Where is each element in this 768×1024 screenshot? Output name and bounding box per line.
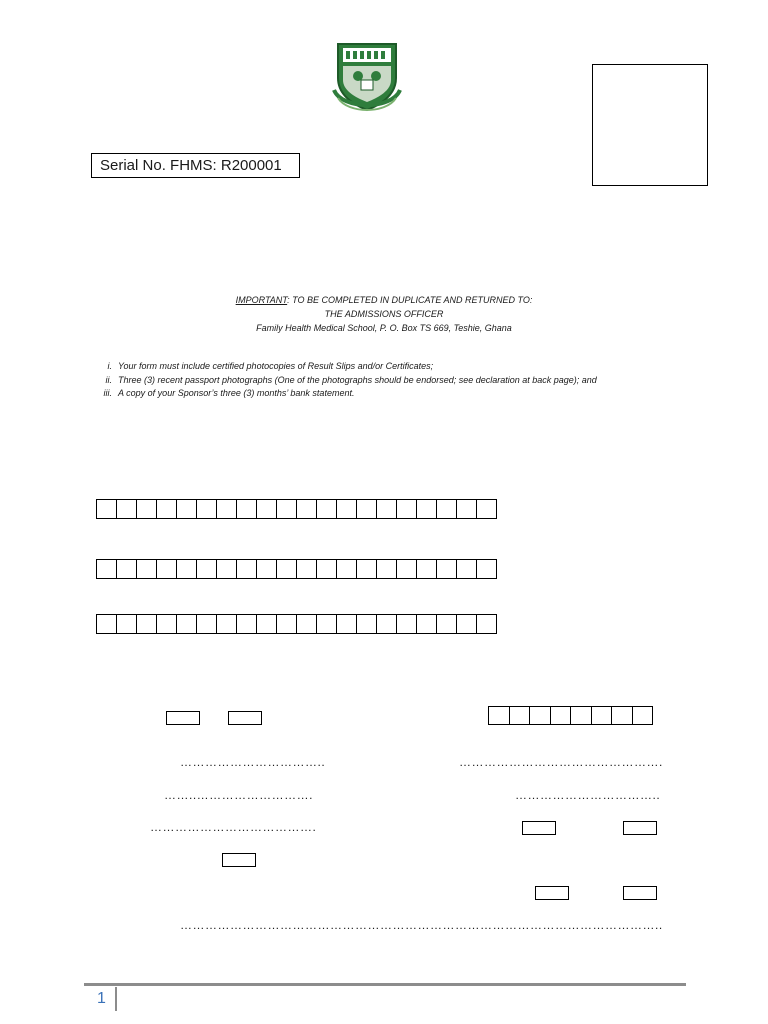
- char-box[interactable]: [137, 559, 157, 579]
- char-box[interactable]: [377, 559, 397, 579]
- char-box[interactable]: [612, 706, 633, 725]
- char-box[interactable]: [571, 706, 592, 725]
- char-box[interactable]: [477, 614, 497, 634]
- name-char-grid-1[interactable]: [96, 499, 497, 519]
- admissions-officer-line: THE ADMISSIONS OFFICER: [324, 309, 444, 319]
- char-box[interactable]: [217, 499, 237, 519]
- char-box[interactable]: [157, 559, 177, 579]
- char-box[interactable]: [237, 559, 257, 579]
- char-box[interactable]: [357, 499, 377, 519]
- char-box[interactable]: [177, 559, 197, 579]
- page-number: 1: [97, 990, 106, 1007]
- char-box[interactable]: [277, 559, 297, 579]
- char-box[interactable]: [457, 614, 477, 634]
- char-box[interactable]: [357, 559, 377, 579]
- char-box[interactable]: [437, 559, 457, 579]
- char-box[interactable]: [337, 559, 357, 579]
- checkbox-field[interactable]: [166, 711, 200, 725]
- char-box[interactable]: [457, 559, 477, 579]
- char-box[interactable]: [197, 559, 217, 579]
- char-box[interactable]: [317, 614, 337, 634]
- char-box[interactable]: [397, 559, 417, 579]
- char-box[interactable]: [97, 499, 117, 519]
- char-box[interactable]: [377, 614, 397, 634]
- return-instruction: [0, 293, 768, 307]
- char-box[interactable]: [97, 559, 117, 579]
- char-box[interactable]: [297, 614, 317, 634]
- char-box[interactable]: [257, 499, 277, 519]
- char-box[interactable]: [417, 499, 437, 519]
- dotted-fill-line[interactable]: ……………………………………………………………………………………………………..: [180, 919, 663, 931]
- char-box[interactable]: [477, 499, 497, 519]
- char-box[interactable]: [217, 559, 237, 579]
- dotted-fill-line[interactable]: ……………………………..: [515, 789, 661, 801]
- char-box[interactable]: [177, 499, 197, 519]
- char-box[interactable]: [237, 614, 257, 634]
- char-box[interactable]: [633, 706, 654, 725]
- char-box[interactable]: [257, 559, 277, 579]
- school-address: Family Health Medical School, P. O. Box TS 669, Teshie, Ghana: [256, 323, 512, 333]
- important-label: IMPORTANT: [235, 295, 288, 305]
- char-box[interactable]: [477, 559, 497, 579]
- char-box[interactable]: [297, 499, 317, 519]
- passport-photo-box: [592, 64, 708, 186]
- checkbox-field[interactable]: [535, 886, 569, 900]
- char-box[interactable]: [237, 499, 257, 519]
- char-box[interactable]: [197, 499, 217, 519]
- requirement-item: ii. Three (3) recent passport photographs (One of the photographs should be endorsed; see declaration at back page); and: [105, 375, 597, 385]
- char-box[interactable]: [530, 706, 551, 725]
- char-box[interactable]: [592, 706, 613, 725]
- name-char-grid-3[interactable]: [96, 614, 497, 634]
- dotted-fill-line[interactable]: ………………………………….: [150, 821, 317, 833]
- char-box[interactable]: [510, 706, 531, 725]
- char-box[interactable]: [377, 499, 397, 519]
- checkbox-field[interactable]: [222, 853, 256, 867]
- checkbox-field[interactable]: [623, 821, 657, 835]
- serial-number: Serial No. FHMS: R200001: [91, 153, 300, 178]
- char-box[interactable]: [277, 499, 297, 519]
- char-box[interactable]: [117, 614, 137, 634]
- page-number-divider: [115, 987, 117, 1011]
- name-char-grid-2[interactable]: [96, 559, 497, 579]
- char-box[interactable]: [157, 614, 177, 634]
- char-box[interactable]: [257, 614, 277, 634]
- char-box[interactable]: [457, 499, 477, 519]
- char-box[interactable]: [217, 614, 237, 634]
- char-box[interactable]: [397, 614, 417, 634]
- char-box[interactable]: [277, 614, 297, 634]
- char-box[interactable]: [117, 499, 137, 519]
- checkbox-field[interactable]: [522, 821, 556, 835]
- checkbox-field[interactable]: [623, 886, 657, 900]
- date-char-grid[interactable]: [488, 706, 653, 725]
- dotted-fill-line[interactable]: ………………………………………….: [459, 756, 663, 768]
- footer-rule: [84, 983, 686, 986]
- char-box[interactable]: [437, 499, 457, 519]
- char-box[interactable]: [197, 614, 217, 634]
- char-box[interactable]: [437, 614, 457, 634]
- return-instruction-text: : TO BE COMPLETED IN DUPLICATE AND RETURNED TO:: [287, 295, 533, 305]
- char-box[interactable]: [417, 614, 437, 634]
- char-box[interactable]: [137, 499, 157, 519]
- char-box[interactable]: [117, 559, 137, 579]
- char-box[interactable]: [317, 499, 337, 519]
- char-box[interactable]: [137, 614, 157, 634]
- char-box[interactable]: [337, 499, 357, 519]
- char-box[interactable]: [337, 614, 357, 634]
- char-box[interactable]: [157, 499, 177, 519]
- dotted-fill-line[interactable]: ……………………………..: [180, 756, 326, 768]
- char-box[interactable]: [489, 706, 510, 725]
- requirement-item: i. Your form must include certified photocopies of Result Slips and/or Certificates;: [107, 361, 434, 371]
- char-box[interactable]: [177, 614, 197, 634]
- dotted-fill-line[interactable]: ……..……………………….: [164, 789, 314, 801]
- requirement-item: iii. A copy of your Sponsor’s three (3) months’ bank statement.: [103, 388, 355, 398]
- char-box[interactable]: [417, 559, 437, 579]
- char-box[interactable]: [317, 559, 337, 579]
- char-box[interactable]: [397, 499, 417, 519]
- school-crest-logo: [332, 40, 402, 116]
- checkbox-field[interactable]: [228, 711, 262, 725]
- char-box[interactable]: [551, 706, 572, 725]
- char-box[interactable]: [297, 559, 317, 579]
- char-box[interactable]: [357, 614, 377, 634]
- char-box[interactable]: [97, 614, 117, 634]
